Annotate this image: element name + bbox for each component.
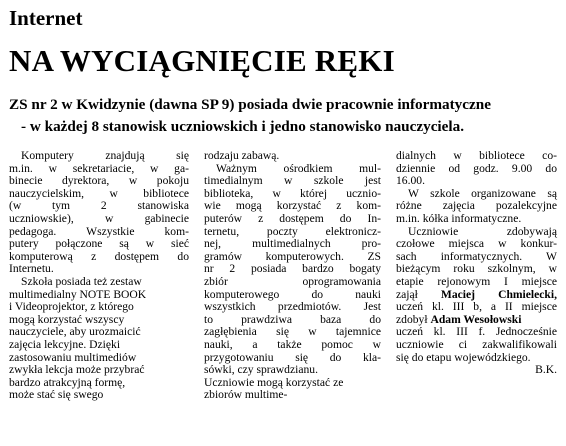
text-line: komputerową z dostępem do xyxy=(9,249,189,263)
text-line: przygotowaniu się do kla- xyxy=(204,350,381,364)
text-line: Uczniowie mogą korzystać ze xyxy=(204,375,344,389)
text-line: komputerowego do nauki xyxy=(204,287,381,301)
student-name-2: Adam Wesołowski xyxy=(430,312,522,326)
lead-paragraph xyxy=(9,94,561,138)
text-line: zbiorów multime- xyxy=(204,388,288,402)
text-line: Uczniowie zdobywają xyxy=(408,224,557,238)
text-line: bieżącym roku szkolnym, w xyxy=(396,262,557,276)
article-column-2 xyxy=(204,150,381,402)
author-initials: B.K. xyxy=(535,363,557,377)
text-line: timedialnym w szkole jest xyxy=(204,174,381,188)
article-column-1 xyxy=(9,150,189,402)
text-line: (w tym 2 stanowiska xyxy=(9,199,189,213)
text-line: czołowe miejsca w konkur- xyxy=(396,237,557,251)
text-line: Internetu. xyxy=(9,262,54,276)
text-line: m.in. kółka informatyczne. xyxy=(396,211,522,225)
text-line: dziennie od godz. 9.00 do xyxy=(396,161,557,175)
text-fragment: zajął xyxy=(396,287,418,301)
text-line: biblioteka, w której ucznio- xyxy=(204,186,381,200)
text-line: różne zajęcia pozalekcyjne xyxy=(396,199,557,213)
text-line: zwykła lekcja może przybrać xyxy=(9,363,145,377)
text-line: mogą korzystać wszyscy xyxy=(9,312,125,326)
text-line: gramów komputerowych. ZS xyxy=(204,249,381,263)
lead-line-2: - w każdej 8 stanowisk uczniowskich i jedno stanowisko nauczyciela. xyxy=(21,118,465,135)
text-line: binecie dyrektora, w pokoju xyxy=(9,174,189,188)
text-line: 16.00. xyxy=(396,174,425,188)
text-line: Komputery znajdują się xyxy=(21,149,189,162)
text-line: m.in. w sekretariacie, w ga- xyxy=(9,161,189,175)
text-line: Ważnym ośrodkiem mul- xyxy=(216,161,381,175)
text-line: zbiór oprogramowania xyxy=(204,274,381,288)
text-line: dialnych w bibliotece co- xyxy=(396,149,557,162)
text-line: bardzo atrakcyjną formę, xyxy=(9,375,126,389)
text-fragment: zdobył xyxy=(396,312,428,326)
text-line: sówki, czy sprawdzianu. xyxy=(204,363,318,377)
text-line: rodzaju zabawą. xyxy=(204,149,280,162)
text-line: wie mogą korzystać z kom- xyxy=(204,199,381,213)
text-line: wszystkich przedmiotów. Jest xyxy=(204,300,381,314)
text-line: się do etapu wojewódzkiego. xyxy=(396,350,531,364)
text-line: nauczyciele, aby urozmaicić xyxy=(9,325,141,339)
text-line: to prawdziwa baza do xyxy=(204,312,381,326)
section-label: Internet xyxy=(9,6,83,30)
text-line: W szkole organizowane są xyxy=(408,186,557,200)
text-line: zastosowaniu multimediów xyxy=(9,350,137,364)
text-line: uczniowskie), w gabinecie xyxy=(9,211,189,225)
text-line: nr 2 posiada bardzo bogaty xyxy=(204,262,381,276)
headline: NA WYCIĄGNIĘCIE RĘKI xyxy=(9,43,395,78)
text-line: ternetu, poczty elektronicz- xyxy=(204,224,381,238)
lead-line-1: ZS nr 2 w Kwidzynie (dawna SP 9) posiada dwie pracownie informatyczne xyxy=(9,96,491,113)
text-line: może stać się swego xyxy=(9,388,104,402)
text-line: sach informatycznych. W xyxy=(396,249,557,263)
text-line: pedagoga. Wszystkie kom- xyxy=(9,224,189,238)
text-line: puterów z dostępem do In- xyxy=(204,211,381,225)
text-line: uczeń kl. III f. Jednocześnie xyxy=(396,325,557,339)
text-line: zajęcia lekcyjne. Dzięki xyxy=(9,337,121,351)
text-line: putery połączone są w sieć xyxy=(9,237,189,251)
text-line: uczniowie ci zakwalifikowali xyxy=(396,337,557,351)
article-column-3 xyxy=(396,150,557,377)
text-line: Szkoła posiada też zestaw xyxy=(21,274,142,288)
text-line: zagłębienia się w tajemnice xyxy=(204,325,381,339)
text-line: nauki, a także pomoc w xyxy=(204,337,381,351)
student-name-1: Maciej Chmielecki, xyxy=(440,287,557,301)
text-line: etapie rejonowym I miejsce xyxy=(396,274,557,288)
text-line: i Videoprojektor, z którego xyxy=(9,300,134,314)
text-line: nej, multimedialnych pro- xyxy=(204,237,381,251)
text-line: multimedialny NOTE BOOK xyxy=(9,287,147,301)
text-line: nauczycielskim, w bibliotece xyxy=(9,186,189,200)
text-line: uczeń kl. III b, a II miejsce xyxy=(396,300,557,314)
